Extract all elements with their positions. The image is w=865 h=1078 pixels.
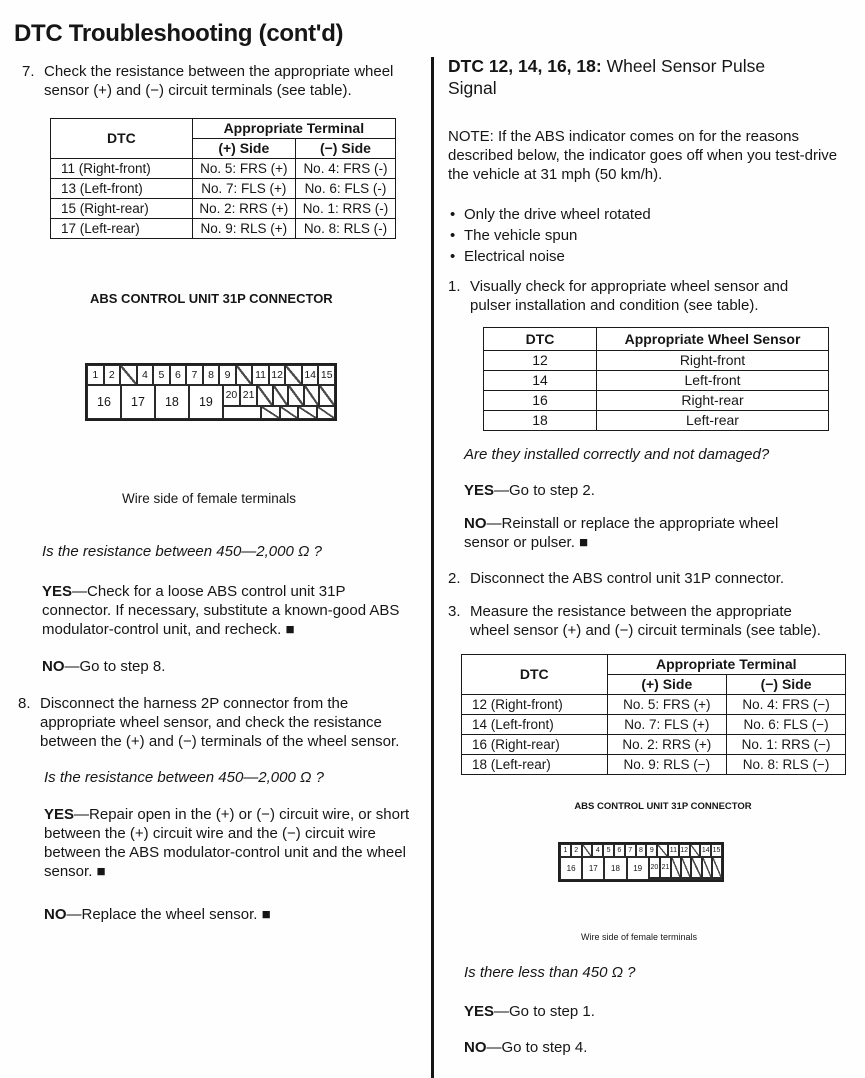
right-column: [448, 55, 854, 1057]
plus-cell: No. 9: RLS (+): [192, 219, 295, 239]
dtc-codes: DTC 12, 14, 16, 18:: [448, 56, 602, 76]
no-text: —Go to step 4.: [486, 1039, 588, 1056]
pin-20-cell: 20: [649, 857, 660, 878]
no-text: —Go to step 8.: [64, 658, 166, 675]
sensor-cell: Left-front: [597, 371, 829, 391]
connector-caption: Wire side of female terminals: [580, 932, 698, 942]
note-text: NOTE: If the ABS indicator comes on for the reasons described below, the indicator goes off when you test-drive the vehicle at 31 mph (50 km/h).: [448, 128, 838, 183]
hatched-pin-cell: [298, 406, 316, 419]
no-answer: [464, 1038, 854, 1057]
no-label: NO: [464, 1039, 487, 1056]
minus-cell: No. 1: RRS (-): [295, 199, 395, 219]
column-divider: [431, 57, 434, 1078]
step-number: 2.: [448, 570, 461, 587]
pin-11-cell: 11: [252, 365, 269, 385]
yes-text: —Check for a loose ABS control unit 31P connector. If necessary, substitute a known-good ABS modulator-control unit, and recheck. ■: [42, 583, 400, 638]
dtc-cell: 11 (Right-front): [51, 159, 193, 179]
pin-16-cell: 16: [560, 857, 582, 880]
dtc-cell: 12: [484, 351, 597, 371]
hatched-pin-cell: [671, 857, 681, 878]
minus-cell: No. 8: RLS (−): [727, 755, 846, 775]
step-3: [448, 602, 854, 640]
hatched-pin-cell: [236, 365, 253, 385]
step-text: Check the resistance between the appropriate wheel sensor (+) and (−) circuit terminals (see table).: [44, 63, 394, 99]
col-header-dtc: DTC: [51, 119, 193, 159]
pin-7-cell: 7: [625, 844, 636, 857]
pin-21-cell: 21: [240, 385, 257, 406]
sensor-cell: Left-rear: [597, 411, 829, 431]
list-item: [450, 246, 854, 267]
no-text: —Replace the wheel sensor. ■: [66, 906, 271, 923]
heading-text: Wheel Sensor Pulse Signal: [448, 56, 766, 98]
col-header-plus-side: (+) Side: [192, 139, 295, 159]
col-header-dtc: DTC: [462, 655, 608, 695]
step-number: 8.: [18, 695, 31, 712]
step-number: 3.: [448, 603, 461, 620]
pin-9-cell: 9: [646, 844, 657, 857]
table-row: [462, 695, 846, 715]
plus-cell: No. 7: FLS (+): [192, 179, 295, 199]
connector-caption: Wire side of female terminals: [121, 491, 297, 506]
hatched-pin-cell: [280, 406, 298, 419]
hatched-pin-cell: [317, 406, 335, 419]
minus-cell: No. 6: FLS (−): [727, 715, 846, 735]
pin-1-cell: 1: [87, 365, 104, 385]
plus-cell: No. 9: RLS (−): [607, 755, 727, 775]
page-title: DTC Troubleshooting (cont'd): [14, 20, 344, 48]
hatched-pin-cell: [319, 385, 335, 406]
connector-title: ABS CONTROL UNIT 31P CONNECTOR: [574, 801, 752, 812]
pin-14-cell: 14: [302, 365, 319, 385]
right-terminal-table: [461, 654, 846, 775]
pin-7-cell: 7: [186, 365, 203, 385]
pin-15-cell: 15: [711, 844, 722, 857]
hatched-pin-cell: [261, 406, 279, 419]
yes-label: YES: [42, 583, 73, 600]
pin-6-cell: 6: [614, 844, 625, 857]
table-row: [51, 159, 396, 179]
table-row: [462, 755, 846, 775]
table-row: [51, 179, 396, 199]
step-8: [18, 694, 428, 751]
pin-8-cell: 8: [636, 844, 647, 857]
left-column: [14, 62, 428, 924]
table-row: [484, 411, 829, 431]
minus-cell: No. 4: FRS (−): [727, 695, 846, 715]
pin-6-cell: 6: [170, 365, 187, 385]
dtc-cell: 16: [484, 391, 597, 411]
dtc-cell: 13 (Left-front): [51, 179, 193, 199]
minus-cell: No. 1: RRS (−): [727, 735, 846, 755]
blank-pin-cell: [649, 878, 674, 880]
dtc-cell: 17 (Left-rear): [51, 219, 193, 239]
col-header-minus-side: (−) Side: [727, 675, 846, 695]
hatched-pin-cell: [257, 385, 273, 406]
plus-cell: No. 7: FLS (+): [607, 715, 727, 735]
hatched-pin-cell: [285, 365, 302, 385]
col-header-sensor: Appropriate Wheel Sensor: [597, 328, 829, 351]
hatched-pin-cell: [691, 857, 701, 878]
sensor-cell: Right-rear: [597, 391, 829, 411]
yes-answer: [464, 1002, 854, 1021]
hatched-pin-cell: [120, 365, 137, 385]
bullet-icon: •: [450, 248, 456, 265]
blank-pin-cell: [223, 406, 261, 419]
connector-diagram: [85, 363, 337, 421]
bullet-icon: •: [450, 206, 456, 223]
question-resistance: Is the resistance between 450—2,000 Ω ?: [42, 543, 322, 560]
pin-9-cell: 9: [219, 365, 236, 385]
hatched-pin-cell: [690, 844, 701, 857]
pin-11-cell: 11: [668, 844, 679, 857]
dtc-cell: 15 (Right-rear): [51, 199, 193, 219]
hatched-pin-cell: [674, 878, 686, 880]
table-row: [484, 351, 829, 371]
yes-answer: [42, 582, 414, 639]
hatched-pin-cell: [698, 878, 710, 880]
connector-title: ABS CONTROL UNIT 31P CONNECTOR: [90, 291, 333, 306]
step-text: Disconnect the ABS control unit 31P connector.: [470, 570, 785, 587]
dtc-cell: 14: [484, 371, 597, 391]
question-resistance: Is the resistance between 450—2,000 Ω ?: [44, 769, 324, 786]
bullet-text: Only the drive wheel rotated: [464, 206, 651, 223]
pin-16-cell: 16: [87, 385, 121, 419]
pin-19-cell: 19: [189, 385, 223, 419]
hatched-pin-cell: [288, 385, 304, 406]
hatched-pin-cell: [273, 385, 289, 406]
step-text: Measure the resistance between the appropriate wheel sensor (+) and (−) circuit terminals (see table).: [470, 603, 821, 639]
yes-answer: [464, 481, 854, 500]
pin-20-cell: 20: [223, 385, 240, 406]
table-row: [51, 199, 396, 219]
pin-19-cell: 19: [627, 857, 649, 880]
pin-4-cell: 4: [592, 844, 603, 857]
hatched-pin-cell: [710, 878, 722, 880]
dtc-cell: 14 (Left-front): [462, 715, 608, 735]
table-row: [51, 219, 396, 239]
col-header-dtc: DTC: [484, 328, 597, 351]
table-row: [462, 715, 846, 735]
section-heading: [448, 55, 788, 99]
yes-label: YES: [44, 806, 75, 823]
step-text: Visually check for appropriate wheel sensor and pulser installation and condition (see table).: [470, 278, 789, 314]
plus-cell: No. 5: FRS (+): [607, 695, 727, 715]
no-label: NO: [44, 906, 67, 923]
step-number: 1.: [448, 278, 461, 295]
plus-cell: No. 2: RRS (+): [192, 199, 295, 219]
pin-14-cell: 14: [700, 844, 711, 857]
no-answer: [44, 905, 428, 924]
hatched-pin-cell: [657, 844, 668, 857]
dtc-cell: 18 (Left-rear): [462, 755, 608, 775]
col-header-terminal: Appropriate Terminal: [607, 655, 846, 675]
hatched-pin-cell: [702, 857, 712, 878]
reason-list: [450, 204, 854, 267]
yes-text: —Go to step 1.: [494, 1003, 595, 1020]
pin-2-cell: 2: [571, 844, 582, 857]
pin-12-cell: 12: [679, 844, 690, 857]
yes-label: YES: [464, 482, 495, 499]
pin-5-cell: 5: [153, 365, 170, 385]
pin-4-cell: 4: [137, 365, 154, 385]
table-row: [484, 391, 829, 411]
pin-17-cell: 17: [582, 857, 604, 880]
hatched-pin-cell: [686, 878, 698, 880]
wheel-sensor-table: [483, 327, 829, 431]
list-item: [450, 225, 854, 246]
table-row: [484, 371, 829, 391]
question-installed: Are they installed correctly and not damaged?: [464, 446, 770, 463]
yes-text: —Go to step 2.: [494, 482, 595, 499]
step-number: 7.: [22, 63, 35, 80]
table-row: [462, 735, 846, 755]
step-7: [22, 62, 428, 100]
dtc-cell: 18: [484, 411, 597, 431]
plus-cell: No. 5: FRS (+): [192, 159, 295, 179]
no-answer: [42, 657, 428, 676]
bullet-text: The vehicle spun: [464, 227, 578, 244]
col-header-minus-side: (−) Side: [295, 139, 395, 159]
plus-cell: No. 2: RRS (+): [607, 735, 727, 755]
yes-text: —Repair open in the (+) or (−) circuit wire, or short between the (+) circuit wire and the (−) circuit wire between the ABS modulator-control unit and the wheel sensor. ■: [44, 806, 410, 880]
dtc-cell: 12 (Right-front): [462, 695, 608, 715]
question-resistance: Is there less than 450 Ω ?: [464, 964, 636, 981]
step-1: [448, 277, 854, 315]
step-2: [448, 569, 854, 588]
pin-15-cell: 15: [318, 365, 335, 385]
yes-label: YES: [464, 1003, 495, 1020]
hatched-pin-cell: [582, 844, 593, 857]
pin-18-cell: 18: [604, 857, 626, 880]
hatched-pin-cell: [712, 857, 722, 878]
no-label: NO: [464, 515, 487, 532]
col-header-plus-side: (+) Side: [607, 675, 727, 695]
step-text: Disconnect the harness 2P connector from the appropriate wheel sensor, and check the resistance between the (+) and (−) terminals of the wheel sensor.: [40, 695, 400, 750]
bullet-text: Electrical noise: [464, 248, 565, 265]
dtc-cell: 16 (Right-rear): [462, 735, 608, 755]
pin-12-cell: 12: [269, 365, 286, 385]
no-text: —Reinstall or replace the appropriate wheel sensor or pulser. ■: [464, 515, 779, 551]
minus-cell: No. 4: FRS (-): [295, 159, 395, 179]
sensor-cell: Right-front: [597, 351, 829, 371]
pin-1-cell: 1: [560, 844, 571, 857]
no-answer: [464, 514, 824, 552]
hatched-pin-cell: [681, 857, 691, 878]
yes-answer: [44, 805, 412, 881]
no-label: NO: [42, 658, 65, 675]
connector-diagram: [558, 842, 724, 882]
left-terminal-table: [50, 118, 396, 239]
minus-cell: No. 8: RLS (-): [295, 219, 395, 239]
pin-21-cell: 21: [660, 857, 671, 878]
pin-8-cell: 8: [203, 365, 220, 385]
list-item: [450, 204, 854, 225]
minus-cell: No. 6: FLS (-): [295, 179, 395, 199]
bullet-icon: •: [450, 227, 456, 244]
pin-17-cell: 17: [121, 385, 155, 419]
pin-18-cell: 18: [155, 385, 189, 419]
pin-2-cell: 2: [104, 365, 121, 385]
pin-5-cell: 5: [603, 844, 614, 857]
hatched-pin-cell: [304, 385, 320, 406]
col-header-terminal: Appropriate Terminal: [192, 119, 395, 139]
